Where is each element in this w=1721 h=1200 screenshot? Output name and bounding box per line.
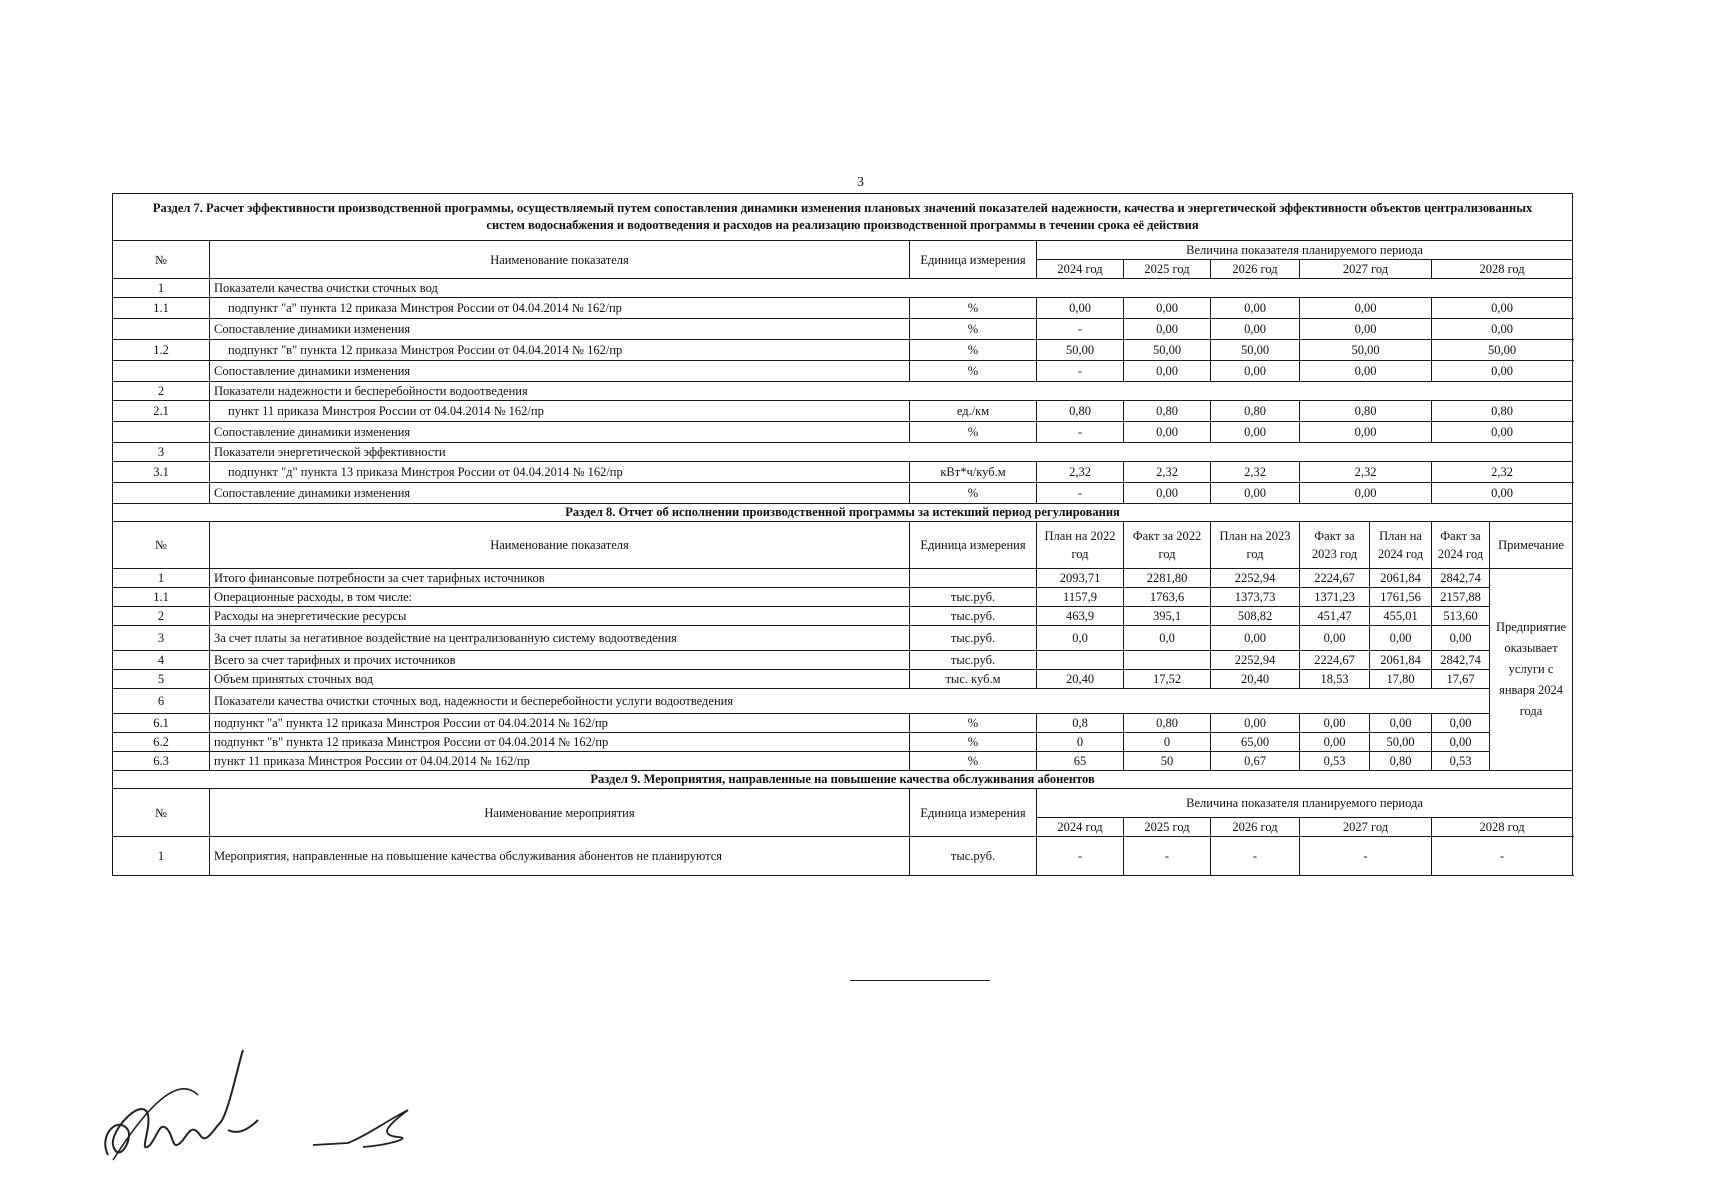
activity-name: Мероприятия, направленные на повышение качества обслуживания абонентов не планируются [210, 837, 910, 876]
col-header-period: Факт за 2022 год [1124, 522, 1211, 569]
value-cell: 0,00 [1432, 319, 1573, 340]
value-cell: 2842,74 [1432, 569, 1490, 588]
table-row [113, 651, 1573, 670]
indicator-name: подпункт "а" пункта 12 приказа Минстроя России от 04.04.2014 № 162/пр [210, 298, 910, 319]
section8-title-row [113, 504, 1573, 522]
value-cell: 20,40 [1037, 670, 1124, 689]
indicator-name: Всего за счет тарифных и прочих источников [210, 651, 910, 670]
value-cell: 50,00 [1037, 340, 1124, 361]
value-cell: 0,00 [1432, 361, 1573, 382]
indicator-name: Сопоставление динамики изменения [210, 319, 910, 340]
table-row [113, 382, 1573, 401]
table-row [113, 279, 1573, 298]
value-cell: 395,1 [1124, 607, 1211, 626]
indicator-name: Операционные расходы, в том числе: [210, 588, 910, 607]
row-number: 6 [113, 689, 210, 714]
page-number: 3 [857, 175, 864, 190]
section7-title-row [113, 194, 1573, 241]
col-header-year: 2028 год [1432, 818, 1573, 837]
value-cell: 50,00 [1370, 733, 1432, 752]
value-cell: 2093,71 [1037, 569, 1124, 588]
col-header-unit: Единица измерения [910, 522, 1037, 569]
indicator-name: Сопоставление динамики изменения [210, 483, 910, 504]
value-cell: 0 [1124, 733, 1211, 752]
value-cell: 2252,94 [1211, 569, 1300, 588]
row-number: 5 [113, 670, 210, 689]
value-cell [1037, 651, 1124, 670]
value-cell: 0,00 [1211, 298, 1300, 319]
group-label: Показатели надежности и бесперебойности водоотведения [210, 382, 1573, 401]
table-row [113, 626, 1573, 651]
value-cell: 0,00 [1124, 422, 1211, 443]
unit-cell: тыс.руб. [910, 651, 1037, 670]
value-cell: 0,00 [1124, 483, 1211, 504]
document-table [112, 193, 1573, 876]
row-number: 1.1 [113, 588, 210, 607]
value-cell: 2,32 [1037, 462, 1124, 483]
col-header-year: 2024 год [1037, 260, 1124, 279]
value-cell: 0,53 [1300, 752, 1370, 771]
col-header-num: № [113, 789, 210, 837]
row-number: 6.3 [113, 752, 210, 771]
value-cell: 65 [1037, 752, 1124, 771]
col-header-year: 2028 год [1432, 260, 1573, 279]
value-cell: 1157,9 [1037, 588, 1124, 607]
unit-cell: тыс.руб. [910, 588, 1037, 607]
value-cell: 20,40 [1211, 670, 1300, 689]
section7-title: Раздел 7. Расчет эффективности производственной программы, осуществляемый путем сопоставления динамики изменения плановых значений показателей надежности, качества и энергетической эффективности объектов централизованных систем водоснабжения и водоотведения и расходов на реализацию производственной программы в течении срока её действия [113, 194, 1573, 241]
indicator-name: подпункт "д" пункта 13 приказа Минстроя России от 04.04.2014 № 162/пр [210, 462, 910, 483]
section8-header-row [113, 522, 1573, 569]
section7-header-row [113, 241, 1573, 260]
indicator-name: Сопоставление динамики изменения [210, 361, 910, 382]
value-cell: 0,8 [1037, 714, 1124, 733]
table-row [113, 422, 1573, 443]
row-number [113, 422, 210, 443]
table-row [113, 340, 1573, 361]
value-cell: 0,0 [1037, 626, 1124, 651]
indicator-name: подпункт "а" пункта 12 приказа Минстроя России от 04.04.2014 № 162/пр [210, 714, 910, 733]
value-cell: 0,80 [1037, 401, 1124, 422]
col-header-period: Факт за 2023 год [1300, 522, 1370, 569]
table-row [113, 689, 1573, 714]
value-cell: 0,00 [1300, 483, 1432, 504]
row-number: 2 [113, 607, 210, 626]
col-header-note: Примечание [1490, 522, 1573, 569]
unit-cell: % [910, 733, 1037, 752]
table-row [113, 588, 1573, 607]
value-cell: 0,53 [1432, 752, 1490, 771]
value-cell: 0,00 [1432, 733, 1490, 752]
unit-cell: % [910, 319, 1037, 340]
value-cell: - [1037, 361, 1124, 382]
col-header-period: План на 2024 год [1370, 522, 1432, 569]
value-cell: 0,0 [1124, 626, 1211, 651]
section9-title-row [113, 771, 1573, 789]
table-row [113, 401, 1573, 422]
section9-title: Раздел 9. Мероприятия, направленные на повышение качества обслуживания абонентов [113, 771, 1573, 789]
value-cell: 50,00 [1124, 340, 1211, 361]
table-row [113, 607, 1573, 626]
unit-cell: % [910, 483, 1037, 504]
value-cell: 0,00 [1300, 626, 1370, 651]
value-cell: 0,00 [1300, 422, 1432, 443]
unit-cell: % [910, 752, 1037, 771]
table-row [113, 462, 1573, 483]
row-number: 3 [113, 626, 210, 651]
value-cell: 17,52 [1124, 670, 1211, 689]
value-cell: 0,00 [1211, 714, 1300, 733]
value-cell: - [1124, 837, 1211, 876]
value-cell: 2061,84 [1370, 651, 1432, 670]
value-cell: 513,60 [1432, 607, 1490, 626]
table-row [113, 752, 1573, 771]
value-cell: 0,00 [1370, 626, 1432, 651]
col-header-year: 2027 год [1300, 260, 1432, 279]
row-number: 1.2 [113, 340, 210, 361]
table-row [113, 733, 1573, 752]
row-number [113, 483, 210, 504]
row-number: 3.1 [113, 462, 210, 483]
row-number: 1 [113, 837, 210, 876]
value-cell: 0,00 [1124, 319, 1211, 340]
value-cell: 0,00 [1300, 733, 1370, 752]
table-row [113, 714, 1573, 733]
col-header-year: 2024 год [1037, 818, 1124, 837]
table-row [113, 483, 1573, 504]
value-cell [1124, 651, 1211, 670]
value-cell: - [1300, 837, 1432, 876]
indicator-name: подпункт "в" пункта 12 приказа Минстроя России от 04.04.2014 № 162/пр [210, 733, 910, 752]
value-cell: 0,80 [1432, 401, 1573, 422]
note-cell: Предприятие оказывает услуги с января 2024 года [1490, 569, 1573, 771]
value-cell: 0,80 [1300, 401, 1432, 422]
col-header-name: Наименование показателя [210, 522, 910, 569]
table-row [113, 837, 1573, 876]
value-cell: 0,00 [1300, 298, 1432, 319]
value-cell: - [1037, 422, 1124, 443]
col-header-period: Величина показателя планируемого периода [1037, 789, 1573, 818]
end-divider [850, 980, 990, 981]
unit-cell: % [910, 714, 1037, 733]
value-cell: 2252,94 [1211, 651, 1300, 670]
value-cell: - [1432, 837, 1573, 876]
col-header-year: 2026 год [1211, 260, 1300, 279]
unit-cell: тыс.руб. [910, 626, 1037, 651]
col-header-name: Наименование мероприятия [210, 789, 910, 837]
value-cell: 0,00 [1300, 319, 1432, 340]
row-number [113, 319, 210, 340]
unit-cell: % [910, 298, 1037, 319]
value-cell: 2061,84 [1370, 569, 1432, 588]
value-cell: 0 [1037, 733, 1124, 752]
value-cell: 0,67 [1211, 752, 1300, 771]
value-cell: - [1037, 837, 1124, 876]
col-header-period: План на 2023 год [1211, 522, 1300, 569]
indicator-name: Объем принятых сточных вод [210, 670, 910, 689]
value-cell: 2,32 [1432, 462, 1573, 483]
value-cell: - [1037, 319, 1124, 340]
indicator-name: пункт 11 приказа Минстроя России от 04.04.2014 № 162/пр [210, 752, 910, 771]
unit-cell: % [910, 340, 1037, 361]
indicator-name: пункт 11 приказа Минстроя России от 04.04.2014 № 162/пр [210, 401, 910, 422]
group-label: Показатели энергетической эффективности [210, 443, 1573, 462]
row-number: 6.1 [113, 714, 210, 733]
row-number: 2.1 [113, 401, 210, 422]
col-header-year: 2026 год [1211, 818, 1300, 837]
row-number: 2 [113, 382, 210, 401]
value-cell: 0,00 [1211, 319, 1300, 340]
col-header-unit: Единица измерения [910, 789, 1037, 837]
value-cell: 2224,67 [1300, 569, 1370, 588]
col-header-name: Наименование показателя [210, 241, 910, 279]
value-cell: 17,80 [1370, 670, 1432, 689]
value-cell: 0,00 [1432, 714, 1490, 733]
col-header-period: План на 2022 год [1037, 522, 1124, 569]
col-header-period: Факт за 2024 год [1432, 522, 1490, 569]
value-cell: 0,00 [1211, 626, 1300, 651]
col-header-num: № [113, 522, 210, 569]
value-cell: 65,00 [1211, 733, 1300, 752]
unit-cell: кВт*ч/куб.м [910, 462, 1037, 483]
value-cell: 463,9 [1037, 607, 1124, 626]
value-cell: 0,00 [1432, 298, 1573, 319]
value-cell: 50,00 [1300, 340, 1432, 361]
unit-cell: тыс.руб. [910, 837, 1037, 876]
value-cell: 0,00 [1432, 626, 1490, 651]
value-cell: - [1211, 837, 1300, 876]
value-cell: 0,00 [1124, 298, 1211, 319]
table-row [113, 443, 1573, 462]
value-cell: 0,80 [1370, 752, 1432, 771]
row-number: 1.1 [113, 298, 210, 319]
table-row [113, 670, 1573, 689]
value-cell: 0,80 [1124, 714, 1211, 733]
value-cell: 2281,80 [1124, 569, 1211, 588]
value-cell: 1763,6 [1124, 588, 1211, 607]
value-cell: 50 [1124, 752, 1211, 771]
value-cell: 0,00 [1300, 361, 1432, 382]
value-cell: 508,82 [1211, 607, 1300, 626]
value-cell: 0,00 [1211, 361, 1300, 382]
value-cell: 0,00 [1432, 422, 1573, 443]
row-number [113, 361, 210, 382]
value-cell: 17,67 [1432, 670, 1490, 689]
section8-title: Раздел 8. Отчет об исполнении производственной программы за истекший период регулирования [113, 504, 1573, 522]
row-number: 4 [113, 651, 210, 670]
value-cell: 2842,74 [1432, 651, 1490, 670]
value-cell: 2,32 [1124, 462, 1211, 483]
group-label: Показатели качества очистки сточных вод [210, 279, 1573, 298]
col-header-num: № [113, 241, 210, 279]
indicator-name: За счет платы за негативное воздействие на централизованную систему водоотведения [210, 626, 910, 651]
section9-header-row [113, 789, 1573, 818]
col-header-year: 2025 год [1124, 260, 1211, 279]
value-cell: 0,00 [1300, 714, 1370, 733]
value-cell: - [1037, 483, 1124, 504]
col-header-unit: Единица измерения [910, 241, 1037, 279]
unit-cell: тыс.руб. [910, 607, 1037, 626]
col-header-period: Величина показателя планируемого периода [1037, 241, 1573, 260]
row-number: 1 [113, 279, 210, 298]
value-cell: 0,80 [1124, 401, 1211, 422]
value-cell: 451,47 [1300, 607, 1370, 626]
value-cell: 2224,67 [1300, 651, 1370, 670]
table-row [113, 569, 1573, 588]
col-header-year: 2027 год [1300, 818, 1432, 837]
indicator-name: Итого финансовые потребности за счет тарифных источников [210, 569, 910, 588]
value-cell: 1371,23 [1300, 588, 1370, 607]
row-number: 6.2 [113, 733, 210, 752]
row-number: 1 [113, 569, 210, 588]
unit-cell: ед./км [910, 401, 1037, 422]
signature-image [88, 1035, 468, 1185]
unit-cell [910, 569, 1037, 588]
value-cell: 18,53 [1300, 670, 1370, 689]
value-cell: 0,00 [1211, 422, 1300, 443]
value-cell: 50,00 [1211, 340, 1300, 361]
unit-cell: % [910, 422, 1037, 443]
row-number: 3 [113, 443, 210, 462]
indicator-name: Расходы на энергетические ресурсы [210, 607, 910, 626]
unit-cell: тыс. куб.м [910, 670, 1037, 689]
value-cell: 2157,88 [1432, 588, 1490, 607]
value-cell: 2,32 [1211, 462, 1300, 483]
value-cell: 0,00 [1211, 483, 1300, 504]
value-cell: 0,80 [1211, 401, 1300, 422]
value-cell: 455,01 [1370, 607, 1432, 626]
table-row [113, 361, 1573, 382]
value-cell: 0,00 [1370, 714, 1432, 733]
table-row [113, 298, 1573, 319]
table-row [113, 319, 1573, 340]
group-label: Показатели качества очистки сточных вод, надежности и бесперебойности услуги водоотведения [210, 689, 1490, 714]
value-cell: 50,00 [1432, 340, 1573, 361]
value-cell: 0,00 [1037, 298, 1124, 319]
indicator-name: подпункт "в" пункта 12 приказа Минстроя России от 04.04.2014 № 162/пр [210, 340, 910, 361]
value-cell: 1373,73 [1211, 588, 1300, 607]
value-cell: 2,32 [1300, 462, 1432, 483]
indicator-name: Сопоставление динамики изменения [210, 422, 910, 443]
value-cell: 0,00 [1432, 483, 1573, 504]
unit-cell: % [910, 361, 1037, 382]
value-cell: 0,00 [1124, 361, 1211, 382]
col-header-year: 2025 год [1124, 818, 1211, 837]
value-cell: 1761,56 [1370, 588, 1432, 607]
